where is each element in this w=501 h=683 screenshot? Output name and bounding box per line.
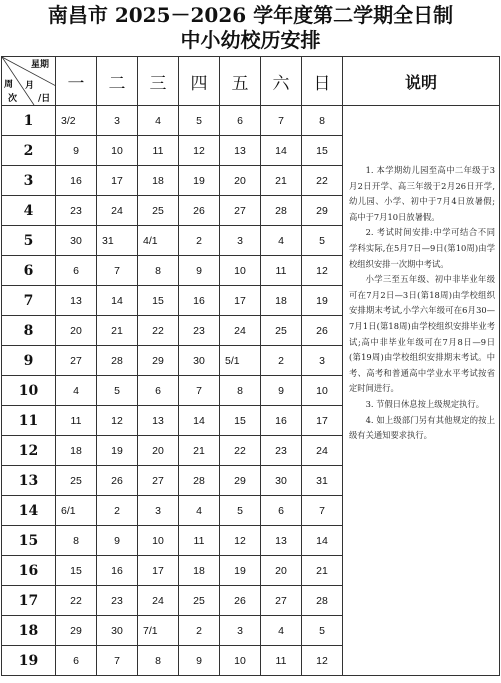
date-cell-wed: 18 (138, 166, 179, 196)
date-cell-fri: 20 (220, 166, 261, 196)
date-cell-thu: 14 (179, 406, 220, 436)
date-cell-thu: 11 (179, 526, 220, 556)
date-cell-mon: 6 (56, 646, 97, 676)
date-cell-mon: 3/2 (56, 106, 97, 136)
title-line-2: 中小幼校历安排 (180, 28, 321, 52)
date-cell-tue: 31 (97, 226, 138, 256)
note-paragraph: 小学三至五年级、初中非毕业年级可在7月2日—3日(第18周)由学校组织安排期末考试,小学六年级可在6月30—7月1日(第18周)由学校组织安排毕业考试;高中非毕业年级可在7月8日—9日(第19周)由学校组织安排期末考试。中考、高考和普通高中学业水平考试按省定时间进行。 (349, 274, 495, 394)
date-cell-wed: 4 (138, 106, 179, 136)
date-cell-thu: 18 (179, 556, 220, 586)
date-cell-sun: 26 (302, 316, 343, 346)
date-cell-sun: 28 (302, 586, 343, 616)
date-cell-mon: 30 (56, 226, 97, 256)
date-cell-thu: 7 (179, 376, 220, 406)
date-cell-sat: 11 (261, 646, 302, 676)
week-number: 1 (2, 106, 56, 136)
note-paragraph: 3. 节假日休息按上级规定执行。 (365, 398, 485, 409)
week-number: 13 (2, 466, 56, 496)
date-cell-sat: 13 (261, 526, 302, 556)
week-number: 16 (2, 556, 56, 586)
day-header-thu: 四 (179, 57, 220, 106)
date-cell-sat: 6 (261, 496, 302, 526)
day-header-sat: 六 (261, 57, 302, 106)
date-cell-sun: 29 (302, 196, 343, 226)
date-cell-tue: 19 (97, 436, 138, 466)
date-cell-sun: 12 (302, 646, 343, 676)
date-cell-fri: 12 (220, 526, 261, 556)
date-cell-thu: 26 (179, 196, 220, 226)
date-cell-sun: 31 (302, 466, 343, 496)
corner-cell (2, 57, 56, 106)
date-cell-sun: 3 (302, 346, 343, 376)
date-cell-wed: 29 (138, 346, 179, 376)
notes-text (349, 163, 495, 444)
date-cell-sat: 21 (261, 166, 302, 196)
date-cell-fri: 15 (220, 406, 261, 436)
date-cell-thu: 30 (179, 346, 220, 376)
date-cell-mon: 18 (56, 436, 97, 466)
week-number: 10 (2, 376, 56, 406)
date-cell-sun: 5 (302, 616, 343, 646)
title-line-1: 南昌市 2025－2026 学年度第二学期全日制 (47, 3, 454, 27)
date-cell-tue: 21 (97, 316, 138, 346)
date-cell-tue: 7 (97, 256, 138, 286)
date-cell-wed: 17 (138, 556, 179, 586)
date-cell-sat: 16 (261, 406, 302, 436)
date-cell-wed: 6 (138, 376, 179, 406)
date-cell-thu: 25 (179, 586, 220, 616)
week-number: 18 (2, 616, 56, 646)
calendar-table (1, 56, 500, 676)
date-cell-tue: 28 (97, 346, 138, 376)
date-cell-sat: 20 (261, 556, 302, 586)
date-cell-fri: 24 (220, 316, 261, 346)
date-cell-mon: 25 (56, 466, 97, 496)
date-cell-tue: 5 (97, 376, 138, 406)
calendar-body (2, 57, 500, 676)
date-cell-sat: 4 (261, 616, 302, 646)
date-cell-mon: 15 (56, 556, 97, 586)
date-cell-wed: 25 (138, 196, 179, 226)
date-cell-fri: 3 (220, 226, 261, 256)
date-cell-sat: 14 (261, 136, 302, 166)
date-cell-sun: 12 (302, 256, 343, 286)
date-cell-mon: 29 (56, 616, 97, 646)
date-cell-fri: 13 (220, 136, 261, 166)
date-cell-wed: 7/1 (138, 616, 179, 646)
week-row (2, 106, 500, 136)
date-cell-fri: 6 (220, 106, 261, 136)
date-cell-fri: 10 (220, 646, 261, 676)
date-cell-thu: 5 (179, 106, 220, 136)
date-cell-fri: 10 (220, 256, 261, 286)
date-cell-fri: 27 (220, 196, 261, 226)
date-cell-tue: 16 (97, 556, 138, 586)
date-cell-thu: 9 (179, 646, 220, 676)
corner-label-ri: /日 (38, 94, 51, 104)
date-cell-sun: 21 (302, 556, 343, 586)
date-cell-thu: 4 (179, 496, 220, 526)
date-cell-thu: 9 (179, 256, 220, 286)
date-cell-sat: 11 (261, 256, 302, 286)
date-cell-wed: 11 (138, 136, 179, 166)
date-cell-sun: 8 (302, 106, 343, 136)
date-cell-sun: 5 (302, 226, 343, 256)
week-number: 5 (2, 226, 56, 256)
date-cell-wed: 13 (138, 406, 179, 436)
day-header-sun: 日 (302, 57, 343, 106)
date-cell-mon: 13 (56, 286, 97, 316)
note-paragraph: 4. 如上级部门另有其他规定的按上级有关通知要求执行。 (349, 414, 495, 441)
week-number: 12 (2, 436, 56, 466)
notes-cell (343, 106, 500, 676)
date-cell-thu: 2 (179, 226, 220, 256)
date-cell-wed: 20 (138, 436, 179, 466)
date-cell-sat: 25 (261, 316, 302, 346)
date-cell-sat: 30 (261, 466, 302, 496)
date-cell-thu: 19 (179, 166, 220, 196)
date-cell-sat: 2 (261, 346, 302, 376)
date-cell-sun: 10 (302, 376, 343, 406)
week-number: 3 (2, 166, 56, 196)
day-header-fri: 五 (220, 57, 261, 106)
week-number: 2 (2, 136, 56, 166)
date-cell-mon: 27 (56, 346, 97, 376)
week-number: 19 (2, 646, 56, 676)
date-cell-tue: 24 (97, 196, 138, 226)
day-header-tue: 二 (97, 57, 138, 106)
date-cell-wed: 3 (138, 496, 179, 526)
date-cell-fri: 26 (220, 586, 261, 616)
date-cell-sun: 22 (302, 166, 343, 196)
week-number: 7 (2, 286, 56, 316)
week-number: 15 (2, 526, 56, 556)
date-cell-thu: 12 (179, 136, 220, 166)
date-cell-wed: 8 (138, 256, 179, 286)
date-cell-sun: 19 (302, 286, 343, 316)
date-cell-fri: 5 (220, 496, 261, 526)
date-cell-tue: 30 (97, 616, 138, 646)
date-cell-mon: 11 (56, 406, 97, 436)
date-cell-sat: 9 (261, 376, 302, 406)
date-cell-tue: 2 (97, 496, 138, 526)
date-cell-fri: 3 (220, 616, 261, 646)
date-cell-fri: 17 (220, 286, 261, 316)
date-cell-thu: 16 (179, 286, 220, 316)
date-cell-mon: 8 (56, 526, 97, 556)
week-number: 4 (2, 196, 56, 226)
date-cell-tue: 9 (97, 526, 138, 556)
date-cell-wed: 15 (138, 286, 179, 316)
date-cell-mon: 16 (56, 166, 97, 196)
day-header-mon: 一 (56, 57, 97, 106)
date-cell-tue: 23 (97, 586, 138, 616)
date-cell-tue: 7 (97, 646, 138, 676)
week-number: 9 (2, 346, 56, 376)
week-number: 8 (2, 316, 56, 346)
date-cell-sun: 24 (302, 436, 343, 466)
note-paragraph: 2. 考试时间安排:中学可结合不同学科实际,在5月7日—9日(第10周)由学校组织安排一次期中考试。 (349, 227, 495, 269)
date-cell-mon: 4 (56, 376, 97, 406)
header-row (2, 57, 500, 106)
date-cell-mon: 22 (56, 586, 97, 616)
date-cell-fri: 22 (220, 436, 261, 466)
week-number: 17 (2, 586, 56, 616)
date-cell-wed: 22 (138, 316, 179, 346)
date-cell-mon: 23 (56, 196, 97, 226)
date-cell-thu: 2 (179, 616, 220, 646)
week-number: 14 (2, 496, 56, 526)
date-cell-thu: 21 (179, 436, 220, 466)
date-cell-fri: 8 (220, 376, 261, 406)
date-cell-sun: 17 (302, 406, 343, 436)
corner-label-yue: 月 (25, 81, 35, 91)
date-cell-mon: 20 (56, 316, 97, 346)
date-cell-sat: 27 (261, 586, 302, 616)
date-cell-fri: 5/1 (220, 346, 261, 376)
note-paragraph: 1. 本学期幼儿园至高中二年级于3月2日开学、高三年级于2月26日开学,幼儿园、小学、初中于7月4日放暑假;高中于7月10日放暑假。 (349, 165, 495, 222)
date-cell-wed: 24 (138, 586, 179, 616)
date-cell-sun: 7 (302, 496, 343, 526)
day-header-wed: 三 (138, 57, 179, 106)
date-cell-thu: 23 (179, 316, 220, 346)
date-cell-tue: 17 (97, 166, 138, 196)
date-cell-fri: 29 (220, 466, 261, 496)
date-cell-sat: 28 (261, 196, 302, 226)
date-cell-sat: 23 (261, 436, 302, 466)
week-number: 6 (2, 256, 56, 286)
date-cell-fri: 19 (220, 556, 261, 586)
date-cell-mon: 6/1 (56, 496, 97, 526)
date-cell-sat: 18 (261, 286, 302, 316)
date-cell-thu: 28 (179, 466, 220, 496)
notes-header: 说明 (343, 57, 500, 106)
date-cell-tue: 12 (97, 406, 138, 436)
corner-label-ci: 次 (8, 94, 18, 104)
date-cell-sat: 7 (261, 106, 302, 136)
date-cell-sat: 4 (261, 226, 302, 256)
date-cell-mon: 9 (56, 136, 97, 166)
date-cell-tue: 10 (97, 136, 138, 166)
date-cell-wed: 27 (138, 466, 179, 496)
date-cell-wed: 8 (138, 646, 179, 676)
corner-label-zhou: 周 (4, 80, 14, 90)
date-cell-tue: 3 (97, 106, 138, 136)
corner-label-xingqi: 星期 (31, 60, 50, 70)
date-cell-tue: 26 (97, 466, 138, 496)
date-cell-wed: 10 (138, 526, 179, 556)
date-cell-sun: 15 (302, 136, 343, 166)
date-cell-mon: 6 (56, 256, 97, 286)
date-cell-sun: 14 (302, 526, 343, 556)
date-cell-wed: 4/1 (138, 226, 179, 256)
date-cell-tue: 14 (97, 286, 138, 316)
week-number: 11 (2, 406, 56, 436)
